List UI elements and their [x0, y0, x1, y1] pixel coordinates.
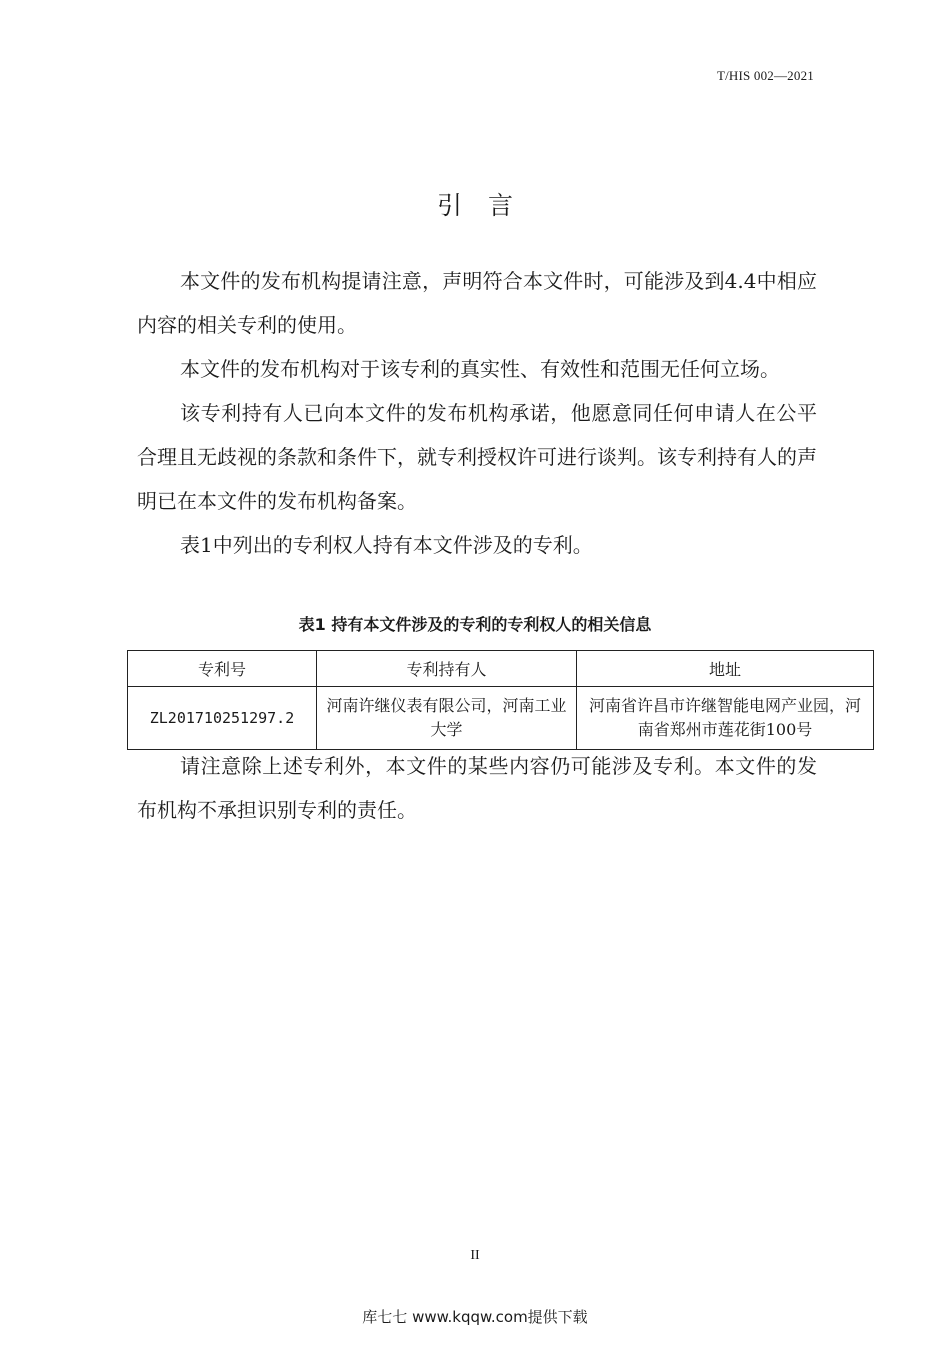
page-number: II	[470, 1248, 480, 1263]
introduction-text	[137, 259, 817, 567]
cell-address: 河南省许昌市许继智能电网产业园，河南省郑州市莲花街100号	[577, 687, 874, 750]
column-header-holder: 专利持有人	[317, 651, 577, 687]
cell-patent-no: ZL201710251297.2	[128, 687, 317, 750]
cell-holder: 河南许继仪表有限公司，河南工业大学	[317, 687, 577, 750]
patent-table	[127, 650, 874, 750]
closing-text	[137, 744, 817, 832]
paragraph-table-reference: 表1中列出的专利权人持有本文件涉及的专利。	[180, 533, 593, 557]
column-header-address: 地址	[577, 651, 874, 687]
table-caption: 表1 持有本文件涉及的专利的专利权人的相关信息	[298, 615, 652, 634]
paragraph-patent-notice: 本文件的发布机构提请注意，声明符合本文件时，可能涉及到4.4中相应内容的相关专利的使用。	[137, 269, 817, 337]
paragraph-other-patents: 请注意除上述专利外，本文件的某些内容仍可能涉及专利。本文件的发布机构不承担识别专利的责任。	[137, 754, 817, 822]
column-header-patent-no: 专利号	[128, 651, 317, 687]
section-title: 引言	[436, 191, 539, 220]
paragraph-no-position: 本文件的发布机构对于该专利的真实性、有效性和范围无任何立场。	[180, 357, 780, 381]
download-note: 库七七 www.kqqw.com提供下载	[362, 1308, 588, 1326]
document-code: T/HIS 002—2021	[716, 68, 814, 83]
table-header-row	[128, 651, 874, 687]
paragraph-holder-commitment: 该专利持有人已向本文件的发布机构承诺，他愿意同任何申请人在公平合理且无歧视的条款和条件下，就专利授权许可进行谈判。该专利持有人的声明已在本文件的发布机构备案。	[137, 401, 817, 513]
table-row	[128, 687, 874, 750]
